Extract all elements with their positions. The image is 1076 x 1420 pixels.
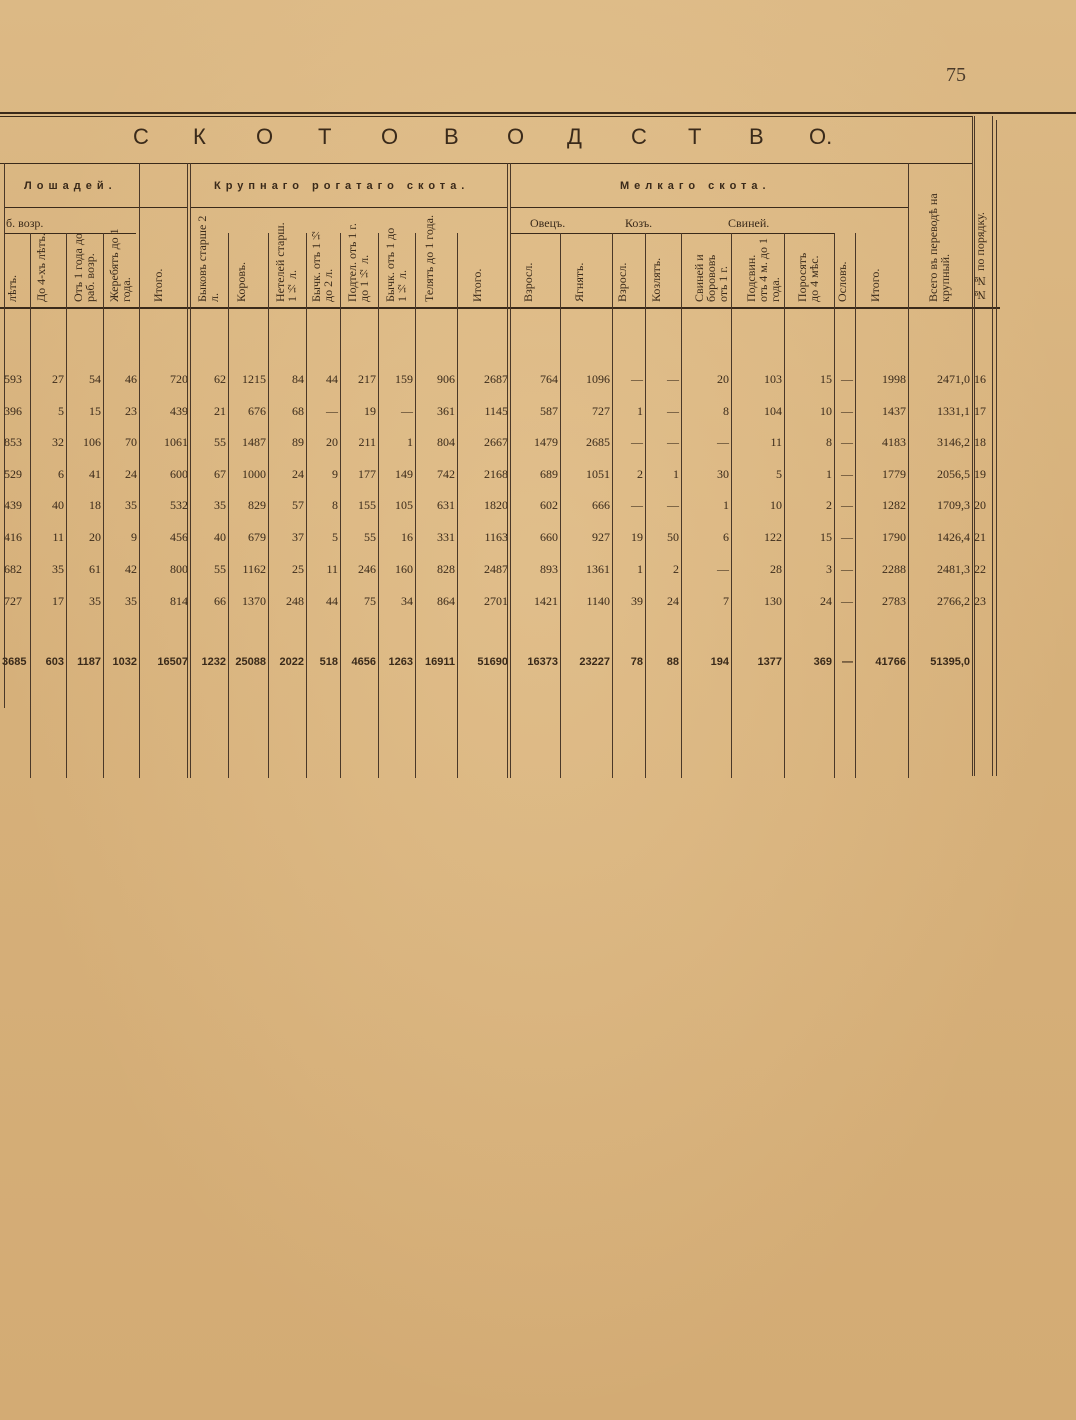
table-cell: 20 — [326, 435, 338, 449]
total-cell: 369 — [813, 656, 832, 668]
table-cell: 2056,5 — [937, 467, 970, 481]
table-cell: 24 — [820, 594, 832, 608]
table-cell: 1998 — [882, 372, 906, 386]
table-cell: 10 — [770, 498, 782, 512]
total-cell: 603 — [45, 656, 64, 668]
table-cell: 62 — [214, 372, 226, 386]
table-cell: 15 — [89, 404, 101, 418]
table-cell: 66 — [214, 594, 226, 608]
table-cell: 864 — [437, 594, 455, 608]
title-letter: С — [133, 124, 149, 149]
table-cell: 105 — [395, 498, 413, 512]
total-cell: 4656 — [351, 656, 376, 668]
table-cell: 6 — [723, 530, 729, 544]
table-cell: 853 — [4, 435, 22, 449]
total-cell: 16507 — [157, 656, 188, 668]
table-cell: 804 — [437, 435, 455, 449]
table-cell: 720 — [170, 372, 188, 386]
row-number: 22 — [974, 562, 986, 576]
cattle-group-rule — [190, 207, 508, 208]
table-cell: 3146,2 — [937, 435, 970, 449]
table-cell: 37 — [292, 530, 304, 544]
table-cell: 9 — [332, 467, 338, 481]
table-cell: 104 — [764, 404, 782, 418]
total-cell: 1263 — [388, 656, 413, 668]
table-cell: 529 — [4, 467, 22, 481]
total-cell: 16373 — [527, 656, 558, 668]
table-cell: 42 — [125, 562, 137, 576]
page-number: 75 — [946, 64, 966, 86]
table-cell: 159 — [395, 372, 413, 386]
column-header: №№ по порядку. — [973, 212, 987, 302]
subgroup-header-horse_age: б. возр. — [6, 216, 44, 230]
table-cell: 40 — [214, 530, 226, 544]
table-cell: 1790 — [882, 530, 906, 544]
total-cell: 51690 — [477, 656, 508, 668]
title-letter: О — [507, 124, 525, 149]
table-cell: 35 — [125, 594, 137, 608]
table-cell: 177 — [358, 467, 376, 481]
total-cell: 41766 — [875, 656, 906, 668]
group-header-small: Мелкаго скота. — [620, 180, 771, 192]
table-cell: 1361 — [586, 562, 610, 576]
table-cell: 18 — [89, 498, 101, 512]
row-number: 16 — [974, 372, 986, 386]
title-top-rule — [0, 116, 972, 117]
column-header: Итого. — [469, 268, 484, 302]
table-cell: 84 — [292, 372, 304, 386]
table-cell: — — [667, 435, 679, 449]
table-cell: — — [841, 498, 853, 512]
table-cell: 41 — [89, 467, 101, 481]
top-rule — [0, 112, 1076, 114]
table-cell: 55 — [214, 435, 226, 449]
total-cell: 23227 — [579, 656, 610, 668]
table-cell: 829 — [248, 498, 266, 512]
total-cell: 16911 — [425, 656, 455, 668]
table-cell: — — [667, 404, 679, 418]
total-cell: 1032 — [112, 656, 137, 668]
table-cell: 676 — [248, 404, 266, 418]
row-number: 18 — [974, 435, 986, 449]
table-cell: 106 — [83, 435, 101, 449]
table-cell: — — [326, 404, 338, 418]
table-cell: 19 — [631, 530, 643, 544]
table-cell: 2685 — [586, 435, 610, 449]
table-cell: 2 — [637, 467, 643, 481]
column-header: Жеребятъ до 1 года. — [107, 228, 133, 302]
table-cell: 331 — [437, 530, 455, 544]
column-header: Телятъ до 1 года. — [422, 215, 436, 302]
column-header: Итого. — [150, 268, 165, 302]
table-cell: 30 — [717, 467, 729, 481]
table-cell: 906 — [437, 372, 455, 386]
column-header: Коровъ. — [234, 262, 248, 302]
subgroup-header-sheep: Овецъ. — [530, 216, 566, 230]
table-cell: 46 — [125, 372, 137, 386]
table-cell: — — [631, 435, 643, 449]
table-cell: 10 — [820, 404, 832, 418]
table-cell: 27 — [52, 372, 64, 386]
table-cell: 50 — [667, 530, 679, 544]
table-cell: 6 — [58, 467, 64, 481]
table-cell: — — [841, 530, 853, 544]
table-cell: 160 — [395, 562, 413, 576]
table-cell: 1000 — [242, 467, 266, 481]
row-number: 17 — [974, 404, 986, 418]
table-cell: 764 — [540, 372, 558, 386]
total-cell: 51395,0 — [930, 656, 970, 668]
title-letter: В — [749, 124, 764, 149]
table-cell: 24 — [125, 467, 137, 481]
column-header: Поросятъ до 4 мѣс. — [795, 252, 821, 302]
table-cell: 439 — [170, 404, 188, 418]
table-cell: 2 — [826, 498, 832, 512]
table-cell: 15 — [820, 530, 832, 544]
table-cell: 3 — [826, 562, 832, 576]
table-cell: — — [841, 467, 853, 481]
table-cell: — — [401, 404, 413, 418]
table-cell: 25 — [292, 562, 304, 576]
table-cell: 727 — [592, 404, 610, 418]
table-cell: 11 — [770, 435, 782, 449]
table-cell: — — [631, 498, 643, 512]
table-cell: 35 — [125, 498, 137, 512]
column-header: Отъ 1 года до раб. возр. — [70, 233, 97, 302]
title-bottom-rule — [0, 163, 972, 164]
table-cell: 34 — [401, 594, 413, 608]
table-cell: 2471,0 — [937, 372, 970, 386]
table-cell: 5 — [776, 467, 782, 481]
table-cell: 593 — [4, 372, 22, 386]
table-cell: 2783 — [882, 594, 906, 608]
table-cell: 456 — [170, 530, 188, 544]
table-cell: — — [631, 372, 643, 386]
table-cell: 1140 — [586, 594, 610, 608]
table-cell: 23 — [125, 404, 137, 418]
total-cell: 1187 — [77, 656, 101, 668]
table-cell: 5 — [58, 404, 64, 418]
table-cell: 742 — [437, 467, 455, 481]
table-cell: 1426,4 — [937, 530, 970, 544]
table-cell: 40 — [52, 498, 64, 512]
title-letter: О. — [809, 124, 833, 149]
table-cell: 103 — [764, 372, 782, 386]
table-cell: 24 — [292, 467, 304, 481]
total-cell: — — [842, 656, 853, 668]
table-cell: 1779 — [882, 467, 906, 481]
table-cell: 8 — [723, 404, 729, 418]
table-cell: 814 — [170, 594, 188, 608]
table-cell: 16 — [401, 530, 413, 544]
table-cell: 122 — [764, 530, 782, 544]
table-cell: — — [841, 435, 853, 449]
table-cell: — — [717, 435, 729, 449]
table-cell: 11 — [326, 562, 338, 576]
table-cell: 682 — [4, 562, 22, 576]
table-cell: 893 — [540, 562, 558, 576]
table-cell: 75 — [364, 594, 376, 608]
table-cell: — — [717, 562, 729, 576]
table-cell: 24 — [667, 594, 679, 608]
table-cell: 679 — [248, 530, 266, 544]
table-cell: 39 — [631, 594, 643, 608]
title-letter: Д — [567, 124, 582, 149]
table-cell: — — [667, 498, 679, 512]
table-cell: 8 — [332, 498, 338, 512]
table-cell: 1331,1 — [937, 404, 970, 418]
table-cell: 35 — [214, 498, 226, 512]
column-header: Ословъ. — [835, 261, 849, 302]
table-cell: 927 — [592, 530, 610, 544]
title-letter: Т — [688, 124, 702, 149]
total-cell: 25088 — [235, 656, 266, 668]
column-header: Бычк. отъ 1 до 1½ л. — [382, 227, 409, 302]
row-number: 20 — [974, 498, 986, 512]
table-cell: 1163 — [484, 530, 508, 544]
table-cell: 2168 — [484, 467, 508, 481]
group-header-cattle: Крупнаго рогатаго скота. — [214, 180, 470, 192]
table-cell: 2288 — [882, 562, 906, 576]
column-header: Быковъ старше 2 л. — [195, 215, 221, 302]
table-cell: — — [841, 372, 853, 386]
table-cell: 666 — [592, 498, 610, 512]
table-cell: 1282 — [882, 498, 906, 512]
table-cell: 248 — [286, 594, 304, 608]
table-cell: 600 — [170, 467, 188, 481]
column-rule — [992, 116, 993, 776]
table-cell: 2701 — [484, 594, 508, 608]
table-cell: — — [841, 562, 853, 576]
table-cell: 55 — [214, 562, 226, 576]
table-cell: 44 — [326, 372, 338, 386]
column-rule — [996, 120, 997, 776]
title-letter: Т — [318, 124, 332, 149]
table-cell: 2487 — [484, 562, 508, 576]
table-cell: 689 — [540, 467, 558, 481]
total-cell: 1377 — [757, 656, 782, 668]
subgroup-header-pigs: Свиней. — [728, 216, 770, 230]
table-cell: 727 — [4, 594, 22, 608]
total-cell: 88 — [666, 656, 679, 668]
table-cell: 1437 — [882, 404, 906, 418]
table-cell: 631 — [437, 498, 455, 512]
column-header: Подсвин. отъ 4 м. до 1 года. — [743, 238, 782, 302]
table-cell: 1 — [723, 498, 729, 512]
table-cell: 532 — [170, 498, 188, 512]
table-cell: 44 — [326, 594, 338, 608]
table-cell: 7 — [723, 594, 729, 608]
column-header: Подтел. отъ 1 г. до 1½ л. — [345, 223, 371, 302]
table-cell: — — [841, 404, 853, 418]
total-cell: 194 — [710, 656, 729, 668]
total-cell: 518 — [319, 656, 338, 668]
table-cell: 1421 — [534, 594, 558, 608]
table-cell: 1051 — [586, 467, 610, 481]
table-cell: 35 — [52, 562, 64, 576]
table-cell: 2481,3 — [937, 562, 970, 576]
table-cell: 416 — [4, 530, 22, 544]
table-cell: 1162 — [242, 562, 266, 576]
table-cell: 1 — [637, 404, 643, 418]
table-cell: 15 — [820, 372, 832, 386]
table-cell: 217 — [358, 372, 376, 386]
table-cell: 35 — [89, 594, 101, 608]
table-cell: 1370 — [242, 594, 266, 608]
table-cell: 61 — [89, 562, 101, 576]
horses-group-rule — [4, 207, 188, 208]
column-header: Козлятъ. — [649, 257, 663, 302]
title-letter: С — [631, 124, 647, 149]
table-cell: 1 — [673, 467, 679, 481]
total-cell: 2022 — [279, 656, 304, 668]
table-cell: 4183 — [882, 435, 906, 449]
column-header: Всего въ переводѣ на крупный. — [926, 193, 952, 302]
table-cell: 11 — [52, 530, 64, 544]
table-cell: 68 — [292, 404, 304, 418]
table-cell: 8 — [826, 435, 832, 449]
table-cell: 1479 — [534, 435, 558, 449]
row-number: 23 — [974, 594, 986, 608]
table-cell: 55 — [364, 530, 376, 544]
table-cell: 19 — [364, 404, 376, 418]
column-header: До 4-хъ лѣтъ. — [34, 233, 48, 302]
column-header: Взросл. — [614, 262, 629, 302]
table-cell: 439 — [4, 498, 22, 512]
header-bottom-rule — [0, 307, 1000, 309]
table-cell: 602 — [540, 498, 558, 512]
table-cell: 32 — [52, 435, 64, 449]
table-cell: 2766,2 — [937, 594, 970, 608]
table-cell: 89 — [292, 435, 304, 449]
table-cell: 20 — [717, 372, 729, 386]
table-cell: 828 — [437, 562, 455, 576]
table-cell: 67 — [214, 467, 226, 481]
table-cell: 2667 — [484, 435, 508, 449]
table-cell: 155 — [358, 498, 376, 512]
column-header: Взросл. — [521, 262, 535, 302]
title-letter: К — [193, 124, 206, 149]
column-header: Итого. — [867, 268, 882, 302]
table-cell: 149 — [395, 467, 413, 481]
table-cell: 800 — [170, 562, 188, 576]
table-cell: 17 — [52, 594, 64, 608]
table-cell: — — [667, 372, 679, 386]
column-header: Свиней и борововъ отъ 1 г. — [692, 254, 730, 302]
table-cell: 1820 — [484, 498, 508, 512]
table-cell: 130 — [764, 594, 782, 608]
table-cell: 246 — [358, 562, 376, 576]
table-cell: 1 — [826, 467, 832, 481]
table-cell: 70 — [125, 435, 137, 449]
table-cell: 361 — [437, 404, 455, 418]
table-cell: 9 — [131, 530, 137, 544]
row-number: 19 — [974, 467, 986, 481]
title-letter: В — [444, 124, 459, 149]
table-cell: 28 — [770, 562, 782, 576]
total-cell: 1232 — [201, 656, 226, 668]
table-cell: 1061 — [164, 435, 188, 449]
total-cell: 78 — [630, 656, 643, 668]
table-cell: 1 — [407, 435, 413, 449]
row-number: 21 — [974, 530, 986, 544]
table-cell: 20 — [89, 530, 101, 544]
table-cell: 5 — [332, 530, 338, 544]
column-header: Ягнятъ. — [572, 262, 586, 302]
table-cell: — — [841, 594, 853, 608]
table-cell: 21 — [214, 404, 226, 418]
table-cell: 1487 — [242, 435, 266, 449]
table-cell: 396 — [4, 404, 22, 418]
small-subgroup-rule — [510, 233, 834, 234]
table-cell: 1145 — [484, 404, 508, 418]
table-cell: 54 — [89, 372, 101, 386]
table-cell: 211 — [358, 435, 376, 449]
table-cell: 57 — [292, 498, 304, 512]
table-cell: 1 — [637, 562, 643, 576]
table-cell: 660 — [540, 530, 558, 544]
small-group-rule — [510, 207, 908, 208]
subgroup-header-goats: Козъ. — [625, 216, 653, 230]
table-cell: 2 — [673, 562, 679, 576]
table-cell: 2687 — [484, 372, 508, 386]
total-cell: 3685 — [2, 656, 27, 668]
title-letter: О — [381, 124, 399, 149]
column-header: Бычк. отъ 1½ до 2 л. — [309, 228, 335, 302]
table-cell: 587 — [540, 404, 558, 418]
column-header: Нетелей старш. 1½ л. — [273, 222, 299, 302]
table-cell: 1709,3 — [937, 498, 970, 512]
group-header-horses: Лошадей. — [24, 180, 117, 192]
column-header: лѣтъ. — [5, 275, 19, 302]
table-cell: 1215 — [242, 372, 266, 386]
table-cell: 1096 — [586, 372, 610, 386]
title-letter: О — [256, 124, 274, 149]
